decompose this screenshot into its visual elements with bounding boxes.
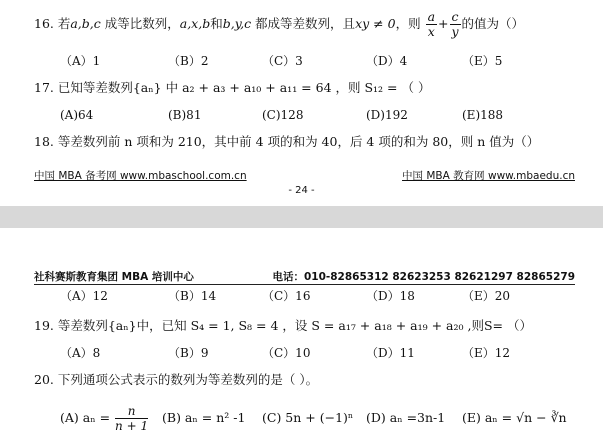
q16-text: 16. 若 [34,16,71,31]
fraction-c-over-y [450,10,461,39]
option-d: (D)192 [366,108,408,122]
fraction-numerator: a [427,9,436,24]
option-e: （E）5 [462,54,503,68]
q16-math: b,y,c [222,16,252,31]
option-e: （E）20 [462,289,511,303]
header-left: 社科赛斯教育集团 MBA 培训中心 [34,271,194,283]
option-a [60,404,149,433]
option-b: （B）2 [168,54,209,68]
option-b: (B)81 [168,108,202,122]
option-d: （D）11 [366,346,415,360]
page-separator [0,206,603,228]
fraction-numerator: n [115,404,148,419]
q16-text: 和 [210,16,223,31]
option-a: （A）8 [60,346,101,360]
fraction-denominator: x [427,24,435,39]
q16-math: xy ≠ 0 [355,16,396,31]
option-a-label: (A) aₙ = [60,410,111,425]
fraction-n-over-n-plus-1 [115,404,148,433]
option-d: (D) aₙ =3n-1 [366,410,446,425]
q16-math: a,x,b [179,16,211,31]
question-18: 18. 等差数列前 n 项和为 210，其中前 4 项的和为 40，后 4 项的和为 80，则 n 值为（） [34,134,540,149]
option-c: (C)128 [262,108,304,122]
question-17: 17. 已知等差数列{aₙ} 中 a₂ + a₃ + a₁₀ + a₁₁ = 64 ，则 S₁₂ = （ ） [34,80,431,95]
option-c: （C）16 [262,289,311,303]
footer-right-link[interactable]: 中国 MBA 教育网 www.mbaedu.cn [402,170,575,182]
option-c: （C）10 [262,346,311,360]
option-d: （D）4 [366,54,408,68]
page-bottom [0,228,603,437]
option-b: （B）14 [168,289,217,303]
fraction-denominator: y [451,24,459,39]
option-e: （E）12 [462,346,511,360]
question-16 [34,10,524,39]
q20-options [60,398,590,433]
header-right: 电话：010-82865312 82623253 82621297 82865279 [272,271,575,283]
option-e: (E)188 [462,108,504,122]
q16-text: 成等比数列， [100,16,180,31]
option-a: （A）12 [60,289,108,303]
plus-sign: + [438,16,449,31]
page-header [34,268,575,285]
option-c: （C）3 [262,54,303,68]
fraction-a-over-x [426,10,437,39]
question-19: 19. 等差数列{aₙ}中，已知 S₄ = 1, S₈ = 4 ，设 S = a₁₇ + a₁₈ + a₁₉ + a₂₀ ,则S= （） [34,318,532,333]
option-a: （A）1 [60,54,101,68]
option-c: (C) 5n + (−1)ⁿ [262,410,354,425]
page-footer [34,168,575,182]
fraction-numerator: c [451,9,459,24]
fraction-denominator: n + 1 [115,419,149,433]
q16-math: a,b,c [70,16,101,31]
question-20: 20. 下列通项公式表示的数列为等差数列的是（ ）。 [34,372,319,387]
page-top [0,0,603,206]
footer-left-link[interactable]: 中国 MBA 备考网 www.mbaschool.com.cn [34,170,247,182]
q16-text: 都成等差数列，且 [251,16,356,31]
page-number: - 24 - [288,185,315,196]
q16-text: 的值为（） [461,16,525,31]
option-e: (E) aₙ = √n − ∛n [462,410,567,425]
option-b: （B）9 [168,346,209,360]
option-d: （D）18 [366,289,415,303]
option-b: (B) aₙ = n² -1 [162,410,246,425]
option-a: (A)64 [60,108,94,122]
q16-text: ，则 [395,16,421,31]
